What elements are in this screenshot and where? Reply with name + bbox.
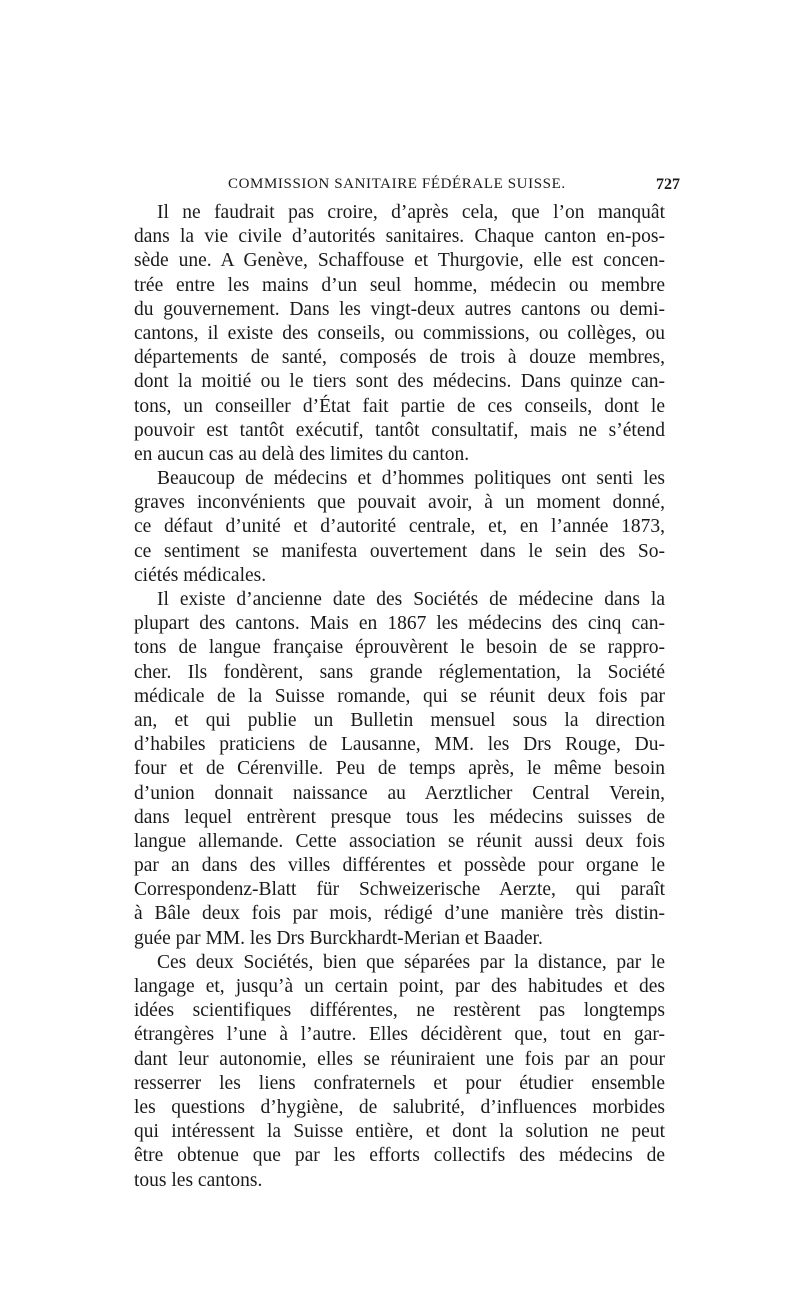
text-line: les questions d’hygiène, de salubrité, d’influences morbides <box>134 1096 665 1118</box>
text-line: dont la moitié ou le tiers sont des médecins. Dans quinze can- <box>134 371 665 393</box>
text-line: dans lequel entrèrent presque tous les médecins suisses de <box>134 806 665 828</box>
text-line: médicale de la Suisse romande, qui se réunit deux fois par <box>134 685 665 707</box>
text-line: langue allemande. Cette association se réunit aussi deux fois <box>134 830 665 852</box>
text-line: tous les cantons. <box>134 1169 263 1191</box>
text-line: d’habiles praticiens de Lausanne, MM. les Drs Rouge, Du- <box>134 734 665 756</box>
paragraph-3 <box>134 588 665 951</box>
text-line: qui intéressent la Suisse entière, et dont la solution ne peut <box>134 1121 665 1143</box>
text-line: graves inconvénients que pouvait avoir, à un moment donné, <box>134 492 665 514</box>
text-line: resserrer les liens confraternels et pour étudier ensemble <box>134 1072 665 1094</box>
text-line: étrangères l’une à l’autre. Elles décidèrent que, tout en gar- <box>134 1024 665 1046</box>
text-line: trée entre les mains d’un seul homme, médecin ou membre <box>134 274 665 296</box>
text-line: à Bâle deux fois par mois, rédigé d’une manière très distin- <box>134 903 665 925</box>
text-line: être obtenue que par les efforts collectifs des médecins de <box>134 1145 665 1167</box>
text-line: sède une. A Genève, Schaffouse et Thurgovie, elle est concen- <box>134 250 665 272</box>
paragraph-2 <box>134 467 665 588</box>
text-line: Beaucoup de médecins et d’hommes politiques ont senti les <box>157 468 665 490</box>
text-line: four et de Cérenville. Peu de temps après, le même besoin <box>134 758 665 780</box>
text-line: tons de langue française éprouvèrent le besoin de se rappro- <box>134 637 665 659</box>
running-head-title: COMMISSION SANITAIRE FÉDÉRALE SUISSE. <box>228 176 566 192</box>
text-line: d’union donnait naissance au Aerztlicher Central Verein, <box>134 782 665 804</box>
text-line: langage et, jusqu’à un certain point, par des habitudes et des <box>134 976 665 997</box>
text-line: par an dans des villes différentes et possède pour organe le <box>134 855 665 877</box>
page-number: 727 <box>656 176 680 193</box>
text-line: guée par MM. les Drs Burckhardt-Merian et Baader. <box>134 927 543 949</box>
text-line: tons, un conseiller d’État fait partie de ces conseils, dont le <box>134 395 665 417</box>
text-line: Correspondenz-Blatt für Schweizerische Aerzte, qui paraît <box>134 879 665 901</box>
body-text <box>134 201 665 1193</box>
paragraph-1 <box>134 201 665 467</box>
text-line: Il ne faudrait pas croire, d’après cela, que l’on manquât <box>157 202 665 223</box>
text-line: Ces deux Sociétés, bien que séparées par la distance, par le <box>157 951 665 973</box>
text-line: du gouvernement. Dans les vingt-deux autres cantons ou demi- <box>134 298 665 320</box>
text-line: dant leur autonomie, elles se réuniraient une fois par an pour <box>134 1048 665 1070</box>
text-line: an, et qui publie un Bulletin mensuel sous la direction <box>134 709 665 731</box>
text-line: idées scientifiques différentes, ne restèrent pas longtemps <box>134 1000 665 1022</box>
text-line: pouvoir est tantôt exécutif, tantôt consultatif, mais ne s’étend <box>134 419 665 441</box>
text-line: en aucun cas au delà des limites du canton. <box>134 443 470 465</box>
running-head <box>228 176 680 196</box>
text-line: plupart des cantons. Mais en 1867 les médecins des cinq can- <box>134 613 665 635</box>
text-line: dans la vie civile d’autorités sanitaires. Chaque canton en-pos- <box>134 226 665 248</box>
text-line: ce sentiment se manifesta ouvertement dans le sein des So- <box>134 540 665 562</box>
text-line: départements de santé, composés de trois à douze membres, <box>134 347 665 369</box>
text-line: cantons, il existe des conseils, ou commissions, ou collèges, ou <box>134 322 665 344</box>
paragraph-4 <box>134 951 665 1193</box>
text-line: cher. Ils fondèrent, sans grande réglementation, la Société <box>134 661 665 683</box>
text-line: ce défaut d’unité et d’autorité centrale, et, en l’année 1873, <box>134 516 665 538</box>
text-line: Il existe d’ancienne date des Sociétés de médecine dans la <box>157 589 665 610</box>
text-line: ciétés médicales. <box>134 564 267 586</box>
